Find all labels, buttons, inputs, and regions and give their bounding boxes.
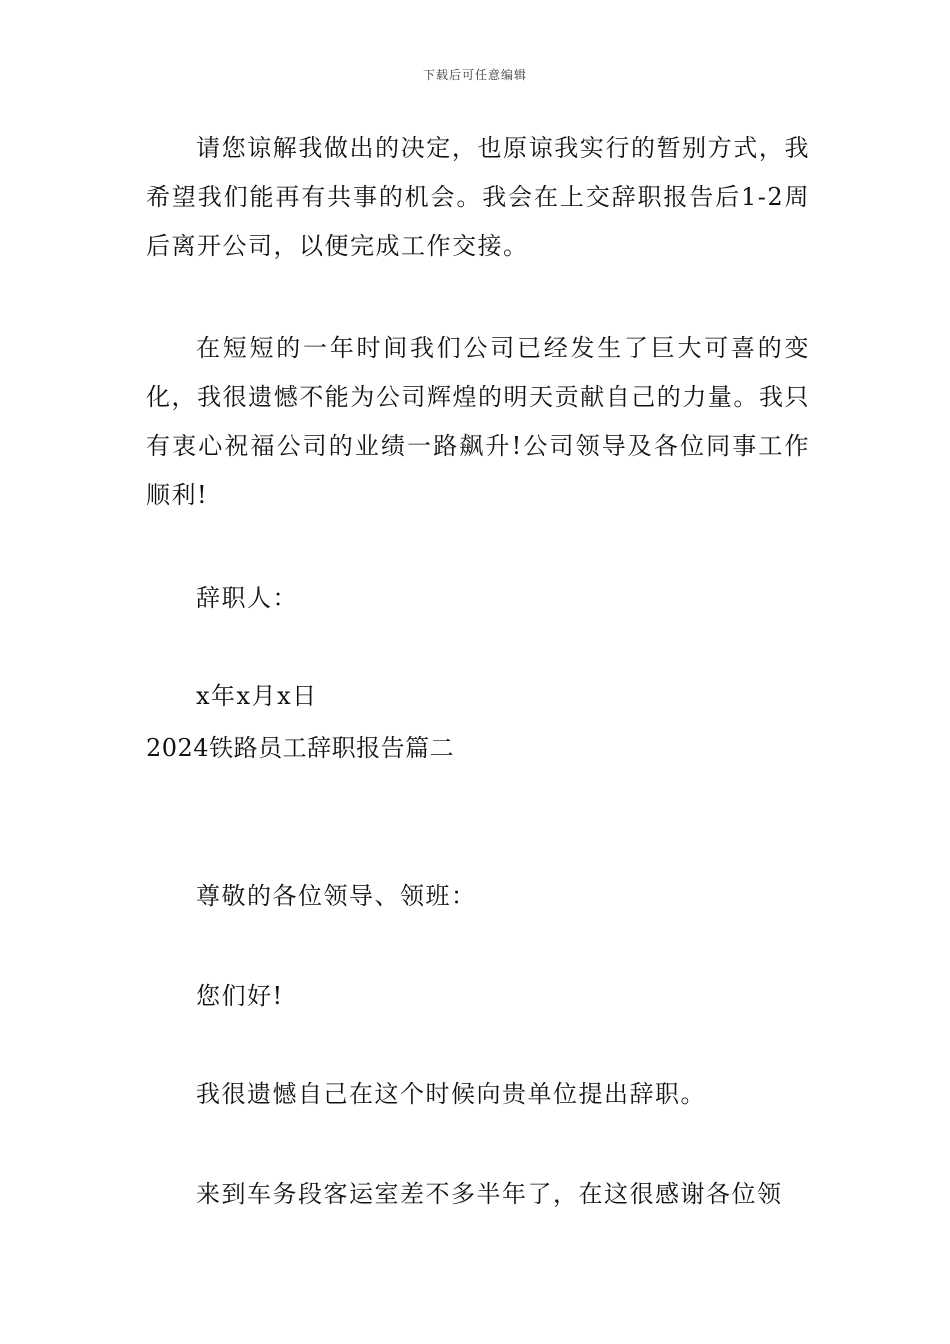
page-header: 下载后可任意编辑 bbox=[422, 68, 527, 82]
section-title: 2024铁路员工辞职报告篇二 bbox=[146, 734, 455, 762]
paragraph-resignation-intro: 我很遗憾自己在这个时候向贵单位提出辞职。 bbox=[196, 1080, 706, 1108]
paragraph-blessing: 在短短的一年时间我们公司已经发生了巨大可喜的变化，我很遗憾不能为公司辉煌的明天贡献自己的力量。我只有衷心祝福公司的业绩一路飙升!公司领导及各位同事工作顺利! bbox=[146, 334, 810, 509]
signature-label: 辞职人： bbox=[196, 584, 298, 612]
salutation: 尊敬的各位领导、领班： bbox=[196, 882, 477, 910]
paragraph-apology: 请您谅解我做出的决定，也原谅我实行的暂别方式，我希望我们能再有共事的机会。我会在上交辞职报告后1-2周后离开公司，以便完成工作交接。 bbox=[146, 134, 810, 260]
paragraph-gratitude: 来到车务段客运室差不多半年了，在这很感谢各位领 bbox=[196, 1180, 783, 1208]
greeting: 您们好! bbox=[196, 982, 284, 1010]
date-line: x年x月x日 bbox=[196, 682, 318, 710]
